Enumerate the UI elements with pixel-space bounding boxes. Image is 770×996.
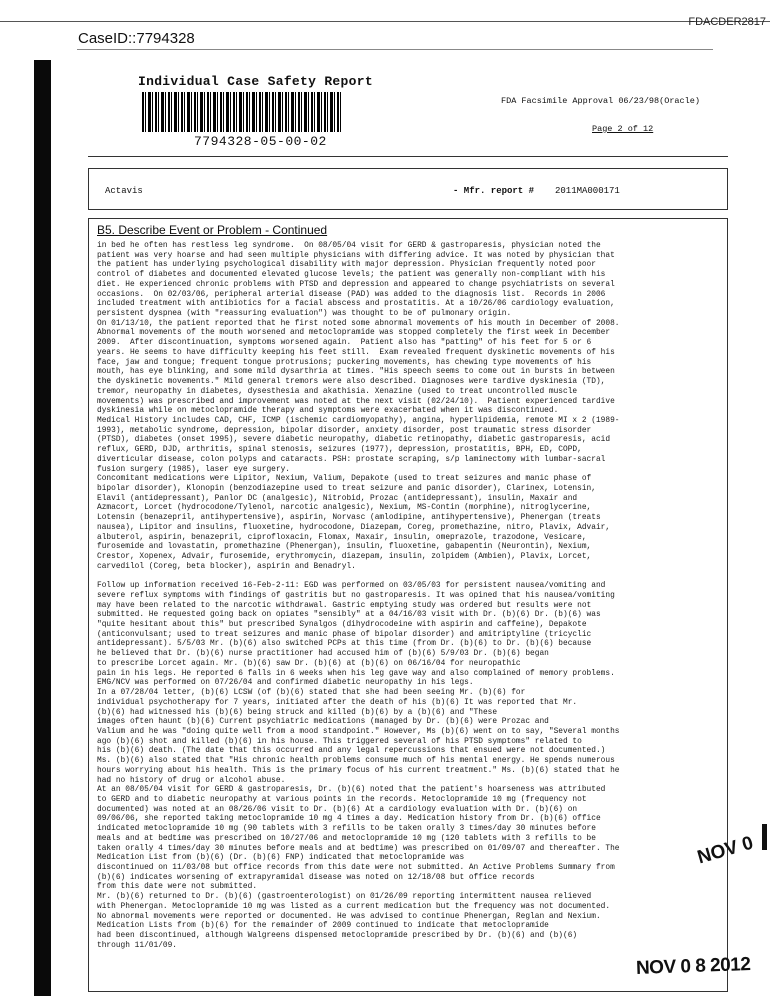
scan-edge-bar	[34, 60, 51, 996]
mfr-report-number: 2011MA000171	[555, 186, 620, 196]
barcode	[142, 92, 342, 132]
report-number: 7794328-05-00-02	[194, 134, 327, 149]
form-title: Individual Case Safety Report	[138, 74, 373, 89]
page-number: Page 2 of 12	[592, 124, 654, 134]
received-date-stamp: NOV 0 8 2012	[635, 954, 751, 979]
fda-approval: FDA Facsimile Approval 06/23/98(Oracle)	[501, 96, 700, 106]
manufacturer-box	[88, 168, 728, 210]
section-title: B5. Describe Event or Problem - Continued	[97, 223, 328, 237]
header-divider	[88, 156, 728, 157]
safety-report-form	[88, 62, 728, 992]
event-description-section	[88, 218, 728, 992]
fda-document-id: FDACDER2817	[688, 16, 766, 28]
case-id-rule	[77, 49, 713, 50]
received-stamp-fragment: NOV 0	[695, 832, 756, 869]
manufacturer-name: Actavis	[105, 186, 143, 196]
edge-mark	[762, 824, 767, 850]
event-narrative: in bed he often has restless leg syndrome. On 08/05/04 visit for GERD & gastroparesis, physician noted the patient was very hoarse and had seen multiple physicians with differing advice. It was noted by physician that the patient has underlying psychological disability with major depression. Physician frequently noted poor control of diabetes and documented elevated glucose levels; the patient was generally non-compliant with his diet. He experienced chronic problems with PTSD and depression and appeared to change psychiatrists on several occasions. On 02/03/06, peripheral arterial disease (PAD) was added to the diagnosis list. Records in 2006 included treatment with antibiotics for a facial abscess and prostatitis. At a 10/26/06 cardiology evaluation, persistent dyspnea (with "reassuring evaluation") was thought to be of pulmonary origin. On 01/13/10, the patient reported that he first noted some abnormal movements of his mouth in December of 2008. Abnormal movements of the mouth worsened and metoclopramide was stopped completely the first week in December 2009. After discontinuation, symptoms worsened again. Patient also has "patting" of his feet for 5 or 6 years. He seems to have difficulty keeping his feet still. Exam revealed frequent dyskinetic movements of his face, jaw and tongue; frequent tongue protrusions; puckering movements, has chewing type movements of his mouth, has eye blinking, and some mild dysarthria at times. "His speech seems to come out in bursts in between the dyskinetic movements." Mild general tremors were also described. Diagnoses were tardive dyskinesia (TD), tremor, neuropathy in diabetes, dysesthesia and akathisia. Xenazine (used to treat uncontrolled muscle movements) was prescribed and improvement was noted at the next visit (02/24/10). Patient experienced tardive dyskinesia while on metoclopramide therapy and symptoms were exacerbated when it was discontinued. Medical History includes CAD, CHF, ICMP (ischemic cardiomyopathy), angina, hyperlipidemia, remote MI x 2 (1989- 1993), metabolic syndrome, depression, bipolar disorder, anxiety disorder, post traumatic stress disorder (PTSD), diabetes (onset 1995), severe diabetic neuropathy, diabetic retinopathy, diabetic gastroparesis, acid reflux, GERD, DJD, arthritis, spinal stenosis, seizures (1977), depression, prostatitis, BPH, ED, COPD, diverticular disease, colon polyps and cataracts. PSH: prostate scraping, s/p laminectomy with lumbar-sacral fusion surgery (1985), laser eye surgery. Concomitant medications were Lipitor, Nexium, Valium, Depakote (used to treat seizures and manic phase of bipolar disorder), Klonopin (benzodiazepine used to treat seizure and panic disorder), Clarinex, Lotensin, Elavil (antidepressant), Panlor DC (analgesic), Nitrobid, Prozac (antidepressant), insulin, Maxair and Azmacort, Lorcet (hydrocodone/Tylenol, narcotic analgesic), Nexium, MS-Contin (morphine), nitroglycerine, Lotensin (benazepril, antihypertensive), aspirin, Norvasc (amlodipine, antihypertensive), Phenergan (treats nausea), Lipitor and insulins, fluoxetine, hydrocodone, Diazepam, Coreg, promethazine, nitro, Plavix, Advair, albuterol, aspirin, benazepril, ciprofloxacin, Flomax, Maxair, insulin, omeprazole, trazodone, Vesicare, furosemide and lovastatin, promethazine (Phenergan), insulin, fluoxetine, gabapentin (Neurontin), Nexium, Crestor, Xopenex, Advair, furosemide, erythromycin, diazepam, insulin, zolpidem (Ambien), Plavix, Lorcet, carvedilol (Coreg, beta blocker), aspirin and Benadryl. Follow up information received 16-Feb-2-11: EGD was performed on 03/05/03 for persistent nausea/vomiting and severe reflux symptoms with findings of gastritis but no gastroparesis. It was opined that his nausea/vomiting may have been related to the narcotic withdrawal. Gastric emptying study was ordered but results were not submitted. He requested going back on opiates "sensibly" at a 04/16/03 visit with Dr. (b)(6) Dr. (b)(6) was "quite hesitant about this" but prescribed Synalgos (dihydrocodeine with aspirin and caffeine), Depakote (anticonvulsant; used to treat seizures and manic phase of bipolar disorder) and amitriptyline (tricyclic antidepressant). 5/5/03 Mr. (b)(6) also switched PCPs at this time (from Dr. (b)(6) to Dr. (b)(6) because he believed that Dr. (b)(6) nurse practitioner had accused him of (b)(6) 5/9/03 Dr. (b)(6) began to prescribe Lorcet again. Mr. (b)(6) saw Dr. (b)(6) at (b)(6) on 06/16/04 for neuropathic pain in his legs. He reported 6 falls in 6 weeks when his leg gave way and also complained of memory problems. EMG/NCV was performed on 07/26/04 and confirmed diabetic neuropathy in his legs. In a 07/28/04 letter, (b)(6) LCSW (of (b)(6) stated that she had been seeing Mr. (b)(6) for individual psychotherapy for 7 years, initiated after the death of his (b)(6) It was reported that Mr. (b)(6) had witnessed his (b)(6) being struck and killed (b)(6) by a (b)(6) and "These images often haunt (b)(6) Current psychiatric medications (managed by Dr. (b)(6) were Prozac and Valium and he was "doing quite well from a mood standpoint." However, Ms (b)(6) went on to say, "Several months ago (b)(6) shot and killed (b)(6) in his house. This triggered several of his PTSD symptoms" related to his (b)(6) death. (The date that this occurred and any legal repercussions that ensued were not documented.) Ms. (b)(6) also stated that "His chronic health problems consume much of his mental energy. He spends numerous hours worrying about his health. This is the primary focus of his current treatment." Ms. (b)(6) stated that he had no history of drug or alcohol abuse. At an 08/05/04 visit for GERD & gastroparesis, Dr. (b)(6) noted that the patient's hoarseness was attributed to GERD and to diabetic neuropathy at various points in the records. Metoclopramide 10 mg (frequency not documented) was noted at an 08/26/06 visit to Dr. (b)(6) At a cardiology evaluation with Dr. (b)(6) on 09/06/06, she reported taking metoclopramide 10 mg 4 times a day. Medication history from Dr. (b)(6) office indicated metoclopramide 10 mg (90 tablets with 3 refills to be taken orally 3 times/day 30 minutes before meals and at bedtime was prescribed on 10/27/06 and metoclopramide 10 mg (120 tablets with 3 refills to be taken orally 4 times/day 30 minutes before meals and at bedtime) was prescribed on 01/09/07 and thereafter. The Medication List from (b)(6) (Dr. (b)(6) FNP) indicated that metoclopramide was discontinued on 11/03/08 but office records from this date were not submitted. An Active Problems Summary from (b)(6) indicates worsening of extrapyramidal disease was noted on 12/18/08 but office records from this date were not submitted. Mr. (b)(6) returned to Dr. (b)(6) (gastroenterologist) on 01/26/09 reporting intermittent nausea relieved with Phenergan. Metoclopramide 10 mg was listed as a current medication but the frequency was not documented. No abnormal movements were reported or documented. He was advised to continue Phenergan, Reglan and Nexium. Medication Lists from (b)(6) for the remainder of 2009 continued to indicate that metoclopramide had been discontinued, although Walgreens dispensed metoclopramide prescribed by Dr. (b)(6) and (b)(6) through 11/01/09.	[97, 241, 620, 950]
case-id: CaseID::7794328	[78, 30, 195, 47]
top-rule	[0, 21, 770, 22]
mfr-report-label: - Mfr. report #	[453, 186, 535, 196]
